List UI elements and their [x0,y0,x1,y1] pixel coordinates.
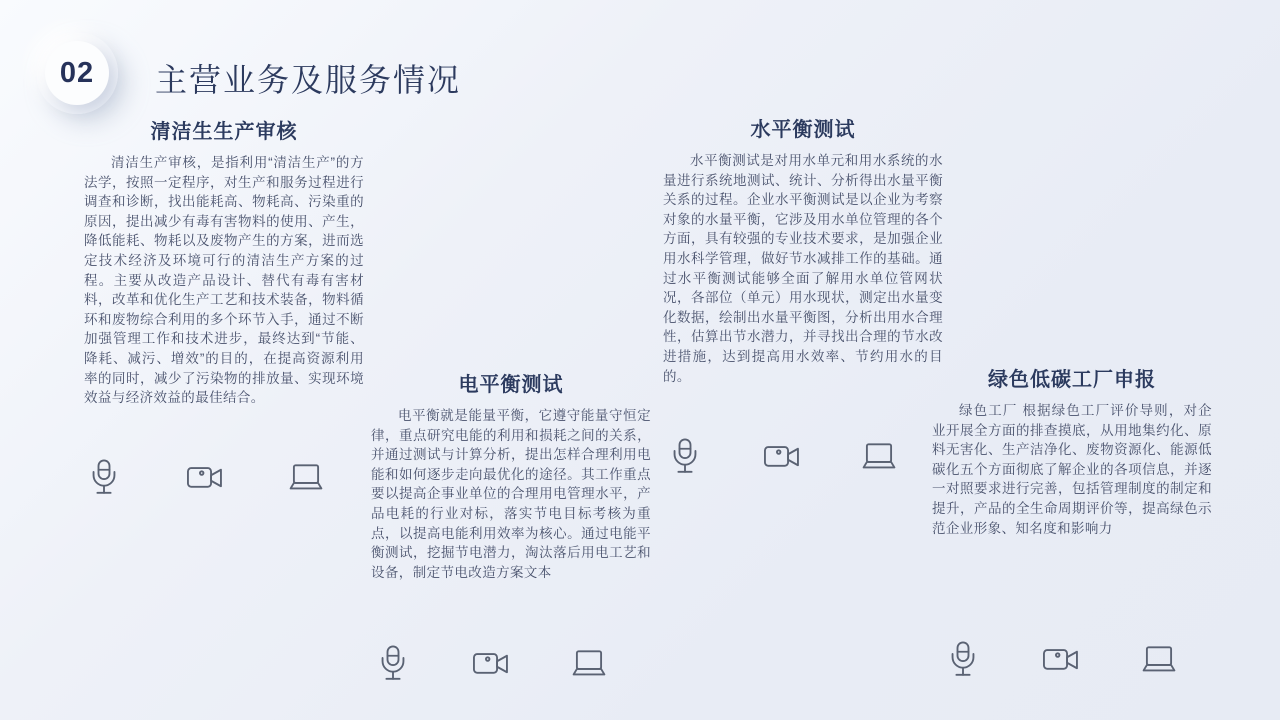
video-camera-icon [1039,638,1083,682]
service-column-electric-balance-test [371,368,651,582]
microphone-icon [82,456,126,500]
section-number: 02 [59,56,95,89]
laptop-icon [1137,638,1181,682]
microphone-icon [663,435,707,479]
service-title: 清洁生生产审核 [150,121,298,143]
service-column-clean-production-audit [84,115,364,408]
section-number-badge [45,41,109,105]
laptop-icon [857,435,901,479]
service-description: 绿色工厂 根据绿色工厂评价导则，对企业开展全方面的排查摸底，从用地集约化、原料无害化、生产洁净化、废物资源化、能源低碳化五个方面彻底了解企业的各项信息，并逐一对照要求进行完善，包括管理制度的制定和提升，产品的全生命周期评价等，提高绿色示范企业形象、知名度和影响力 [932,403,1212,536]
video-camera-icon [183,456,227,500]
icon-row-clean-production-audit [82,456,328,500]
laptop-icon [567,642,611,686]
service-description: 水平衡测试是对用水单元和用水系统的水量进行系统地测试、统计、分析得出水量平衡关系的过程。企业水平衡测试是以企业为考察对象的水量平衡，它涉及用水单位管理的各个方面，具有较强的专业技术要求，是加强企业用水科学管理，做好节水减排工作的基础。通过水平衡测试能够全面了解用水单位管网状况，各部位（单元）用水现状，测定出水量变化数据，绘制出水量平衡图，分析出用水合理性，估算出节水潜力，并寻找出合理的节水改进措施，达到提高用水效率、节约用水的目的。 [663,153,943,384]
service-title: 电平衡测试 [458,374,564,396]
icon-row-green-factory-declaration [941,638,1181,682]
laptop-icon [284,456,328,500]
service-description: 电平衡就是能量平衡，它遵守能量守恒定律，重点研究电能的利用和损耗之间的关系，并通过测试与计算分析，提出怎样合理利用电能和如何逐步走向最优化的途径。其工作重点要以提高企事业单位的合理用电管理水平，产品电耗的行业对标，落实节电目标考核为重点，以提高电能利用效率为核心。通过电能平衡测试，挖掘节电潜力，淘汰落后用电工艺和设备，制定节电改造方案文本 [371,408,651,580]
service-column-green-factory-declaration [932,363,1212,538]
microphone-icon [371,642,415,686]
video-camera-icon [469,642,513,686]
video-camera-icon [760,435,804,479]
service-description: 清洁生产审核，是指利用“清洁生产”的方法学，按照一定程序，对生产和服务过程进行调查和诊断，找出能耗高、物耗高、污染重的原因，提出减少有毒有害物料的使用、产生，降低能耗、物耗以及废物产生的方案，进而选定技术经济及环境可行的清洁生产方案的过程。主要从改造产品设计、替代有毒有害材料，改革和优化生产工艺和技术装备，物料循环和废物综合利用的多个环节入手，通过不断加强管理工作和技术进步，最终达到“节能、降耗、减污、增效”的目的，在提高资源利用率的同时，减少了污染物的排放量、实现环境效益与经济效益的最佳结合。 [84,155,364,406]
service-title: 绿色低碳工厂申报 [988,369,1156,391]
service-column-water-balance-test [663,113,943,386]
service-title: 水平衡测试 [750,119,856,141]
icon-row-electric-balance-test [371,642,611,686]
icon-row-water-balance-test [663,435,901,479]
microphone-icon [941,638,985,682]
page-title: 主营业务及服务情况 [155,62,462,98]
